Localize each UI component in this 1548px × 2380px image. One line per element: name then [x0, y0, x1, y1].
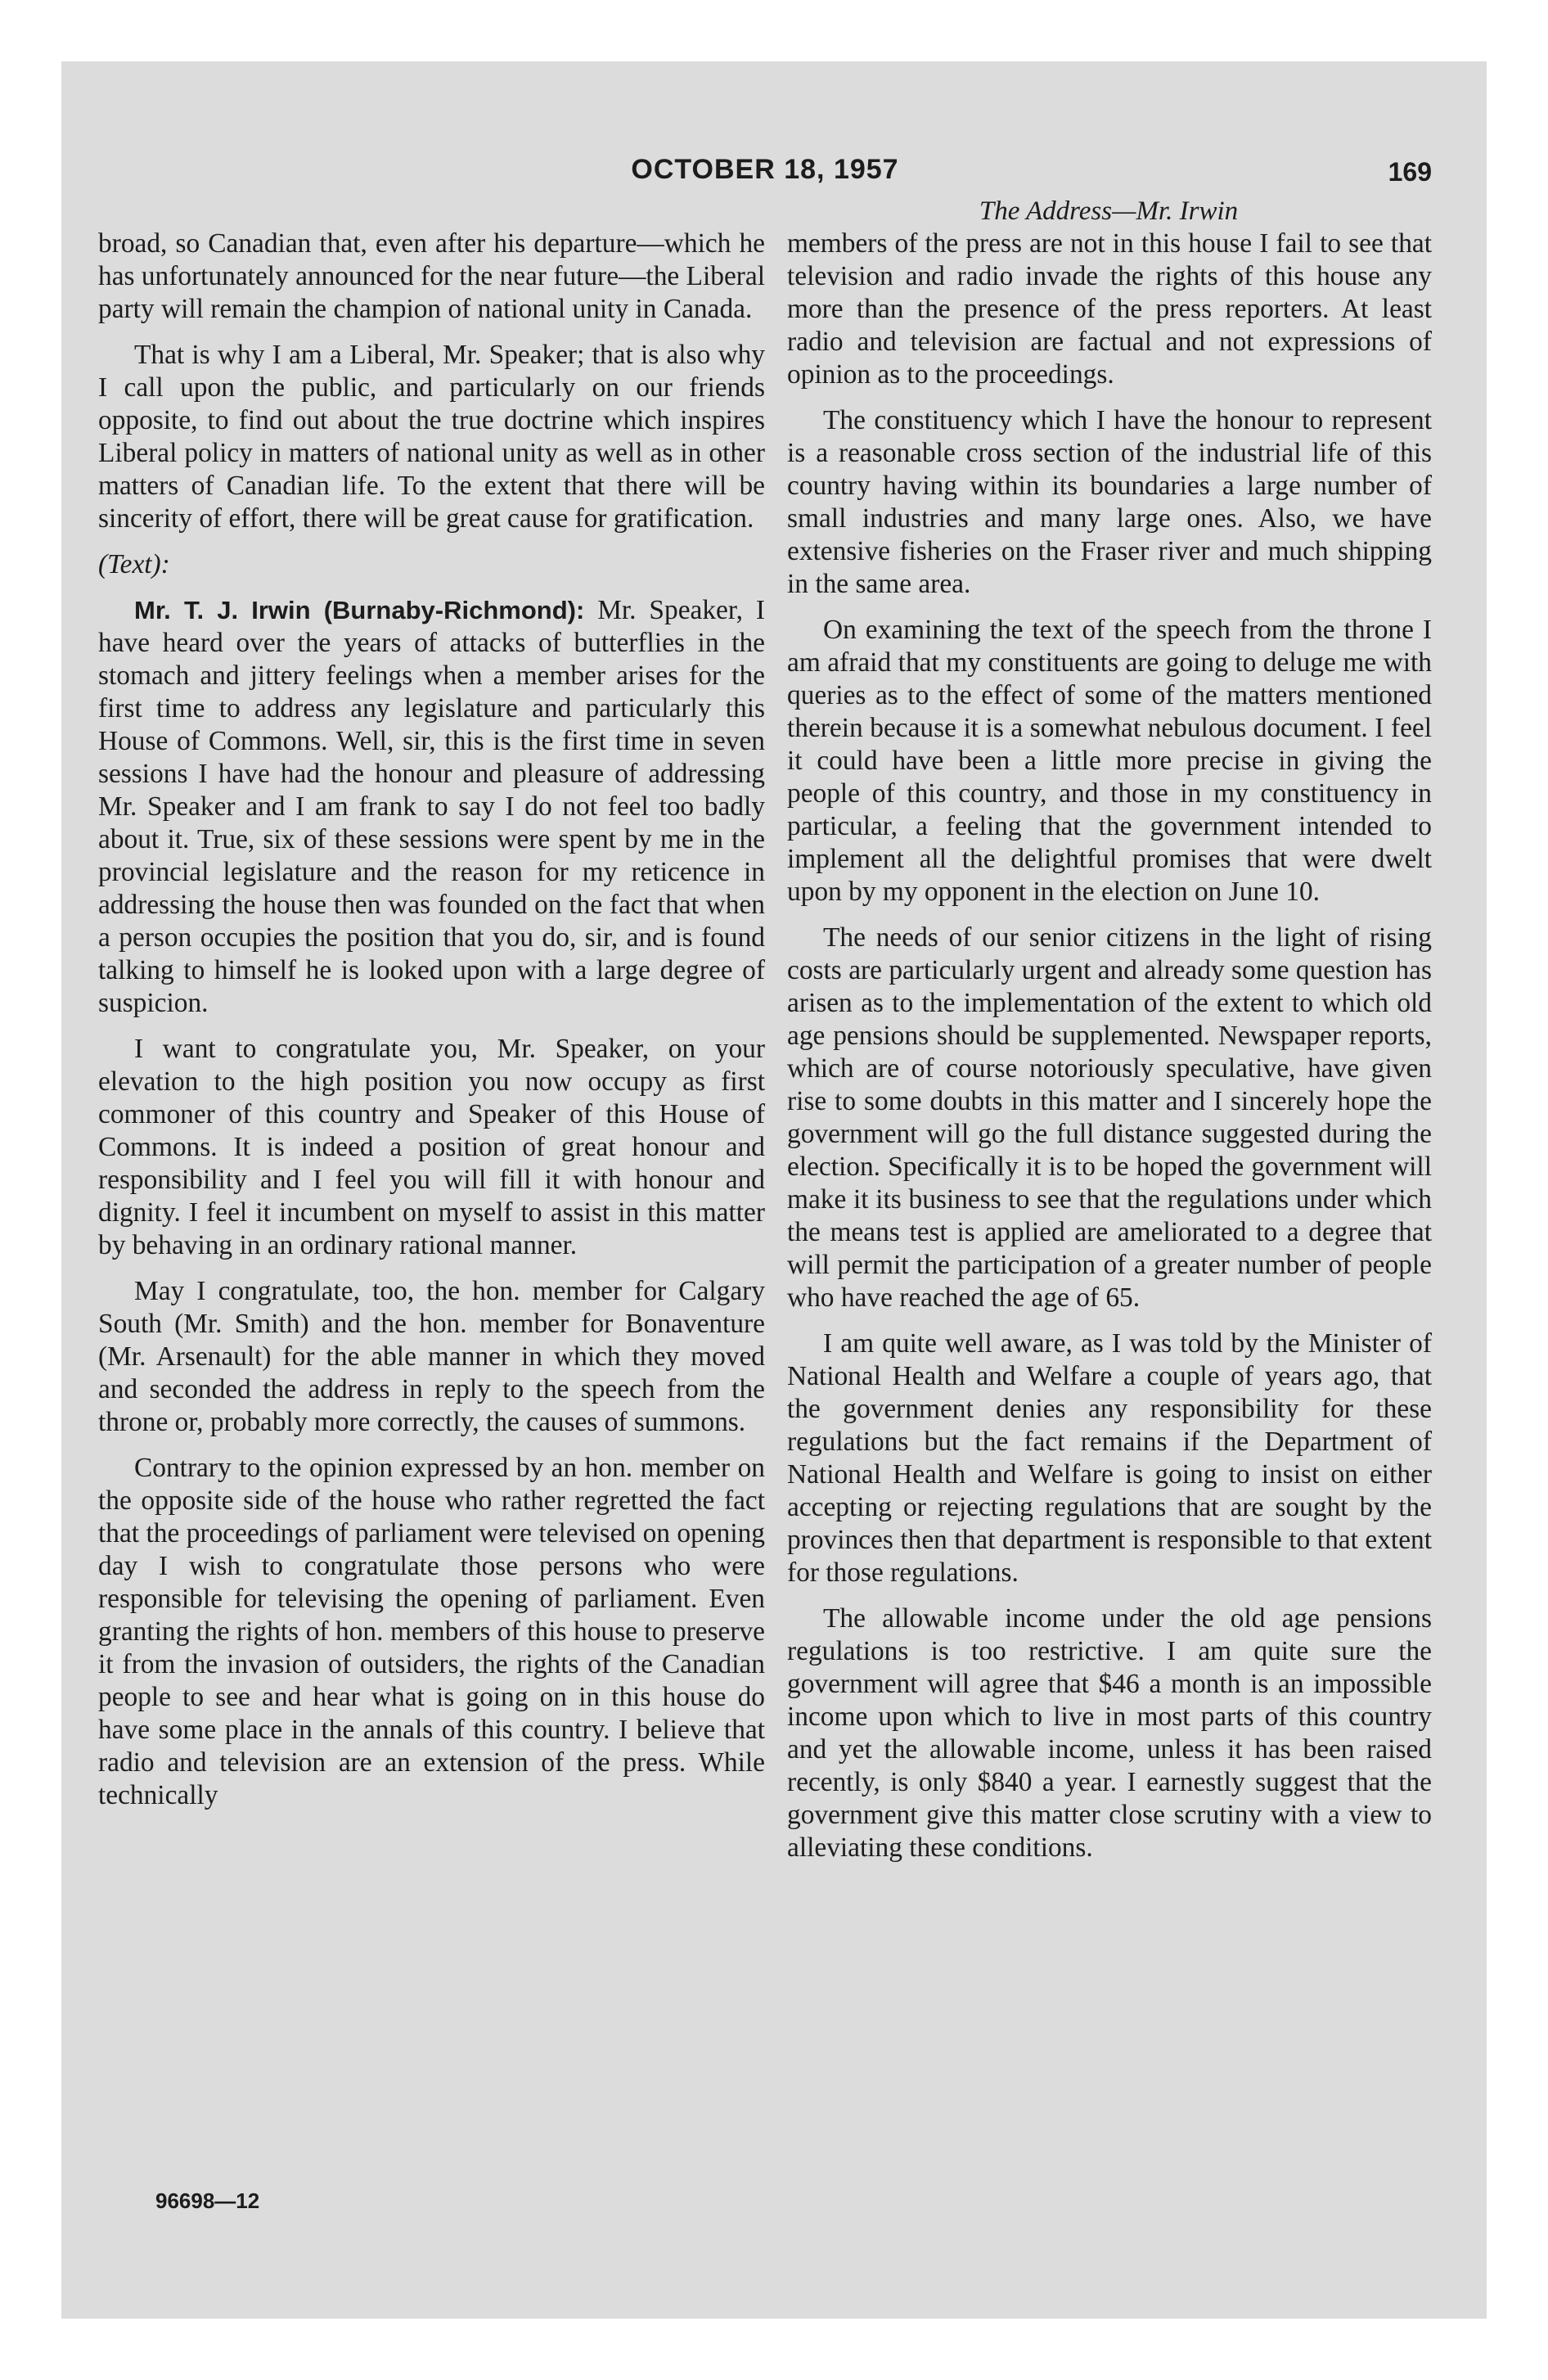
paragraph: Contrary to the opinion expressed by an hon. member on the opposite side of the house who rather regretted the fact that the proceedings of parliament were televised on opening day I wish to congratulate those persons who were responsible for televising the opening of parliament. Even granting the rights of hon. members of this house to preserve it from the invasion of outsiders, the rights of the Canadian people to see and hear what is going on in this house do have some place in the annals of this country. I believe that radio and television are an extension of the press. While technically — [98, 1453, 765, 1810]
left-column — [98, 228, 765, 1825]
stage-direction: (Text): — [98, 549, 170, 579]
speaker-name: Mr. T. J. Irwin (Burnaby-Richmond): — [134, 596, 585, 624]
page-number: 169 — [1388, 157, 1432, 187]
paragraph: members of the press are not in this house I fail to see that television and radio invade the rights of this house any more than the presence of the press reporters. At least radio and television are factual and not expressions of opinion as to the proceedings. — [787, 228, 1432, 390]
speaker-paragraph — [98, 594, 765, 1020]
header-date: OCTOBER 18, 1957 — [631, 154, 899, 185]
paragraph: I want to congratulate you, Mr. Speaker, on your elevation to the high position you now occupy as first commoner of this country and Speaker of this House of Commons. It is indeed a position of great honour and responsibility and I feel you will fill it with honour and dignity. I feel it incumbent on myself to assist in this matter by behaving in an ordinary rational manner. — [98, 1034, 765, 1260]
page-header — [98, 154, 1432, 195]
paragraph: May I congratulate, too, the hon. member for Calgary South (Mr. Smith) and the hon. member for Bonaventure (Mr. Arsenault) for the able manner in which they moved and seconded the address in reply to the speech from the throne or, probably more correctly, the causes of summons. — [98, 1276, 765, 1437]
running-head: The Address—Mr. Irwin — [979, 196, 1239, 226]
paragraph: The allowable income under the old age pensions regulations is too restrictive. I am quite sure the government will agree that $46 a month is an impossible income upon which to live in most parts of this country and yet the allowable income, unless it has been raised recently, is only $840 a year. I earnestly suggest that the government give this matter close scrutiny with a view to alleviating these conditions. — [787, 1603, 1432, 1863]
printer-code: 96698—12 — [155, 2188, 260, 2213]
right-column — [787, 228, 1432, 1877]
paragraph: broad, so Canadian that, even after his departure—which he has unfortunately announced for the near future—the Liberal party will remain the champion of national unity in Canada. — [98, 228, 765, 324]
paragraph: The needs of our senior citizens in the light of rising costs are particularly urgent and already some question has arisen as to the implementation of the extent to which old age pensions should be supplemented. Newspaper reports, which are of course notoriously speculative, have given rise to some doubts in this matter and I sincerely hope the government will go the full distance suggested during the election. Specifically it is to be hoped the government will make it its business to see that the regulations under which the means test is applied are ameliorated to a degree that will permit the participation of a greater number of people who have reached the age of 65. — [787, 922, 1432, 1313]
paragraph: The constituency which I have the honour to represent is a reasonable cross section of the industrial life of this country having within its boundaries a large number of small industries and many large ones. Also, we have extensive fisheries on the Fraser river and much shipping in the same area. — [787, 405, 1432, 599]
paragraph: That is why I am a Liberal, Mr. Speaker; that is also why I call upon the public, and particularly on our friends opposite, to find out about the true doctrine which inspires Liberal policy in matters of national unity as well as in other matters of Canadian life. To the extent that there will be sincerity of effort, there will be great cause for gratification. — [98, 340, 765, 534]
paragraph-text: Mr. Speaker, I have heard over the years of attacks of butterflies in the stomach and jittery feelings when a member arises for the first time to address any legislature and particularly this House of Commons. Well, sir, this is the first time in seven sessions I have had the honour and pleasure of addressing Mr. Speaker and I am frank to say I do not feel too badly about it. True, six of these sessions were spent by me in the provincial legislature and the reason for my reticence in addressing the house then was founded on the fact that when a person occupies the position that you do, sir, and is found talking to himself he is looked upon with a large degree of suspicion. — [98, 595, 765, 1018]
paragraph: I am quite well aware, as I was told by the Minister of National Health and Welfare a couple of years ago, that the government denies any responsibility for these regulations but the fact remains if the Department of National Health and Welfare is going to insist on either accepting or rejecting regulations that are sought by the provinces then that department is responsible to that extent for those regulations. — [787, 1328, 1432, 1588]
paragraph: On examining the text of the speech from the throne I am afraid that my constituents are going to deluge me with queries as to the effect of some of the matters mentioned therein because it is a somewhat nebulous document. I feel it could have been a little more precise in giving the people of this country, and those in my constituency in particular, a feeling that the government intended to implement all the delightful promises that were dwelt upon by my opponent in the election on June 10. — [787, 615, 1432, 907]
